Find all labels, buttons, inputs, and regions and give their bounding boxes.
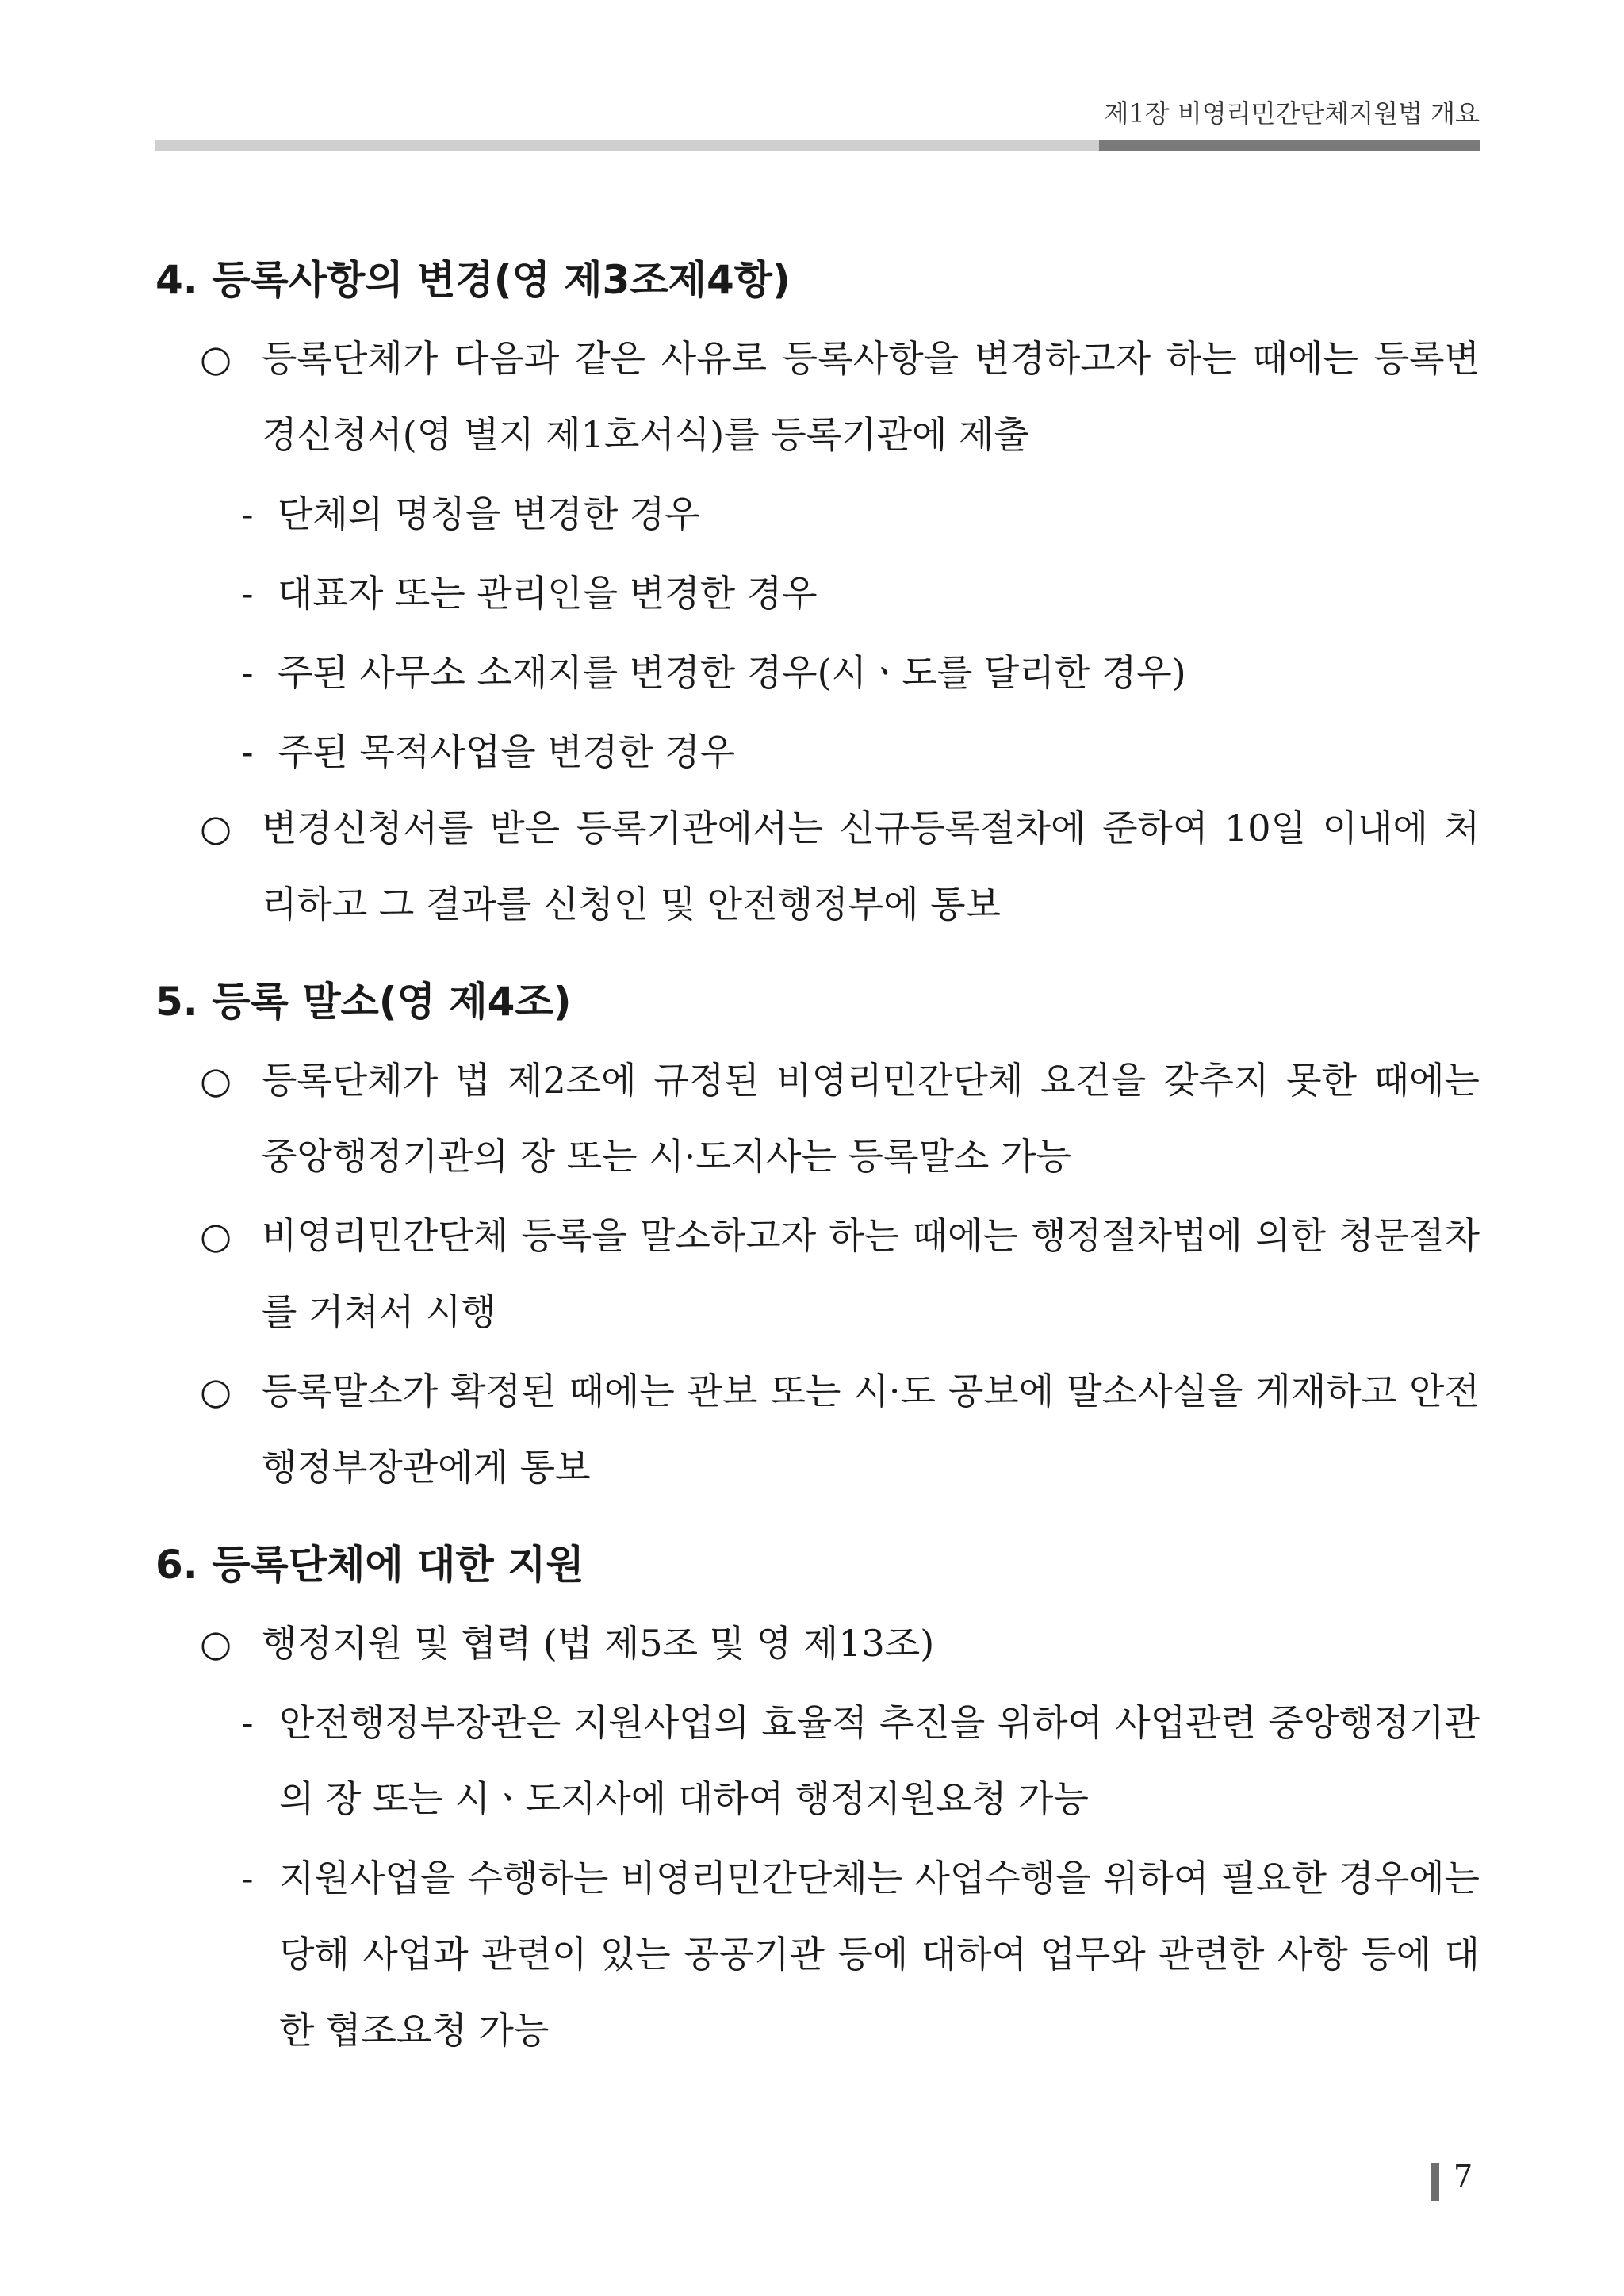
bullet-item bbox=[155, 1353, 1480, 1505]
bullet-text: 변경신청서를 받은 등록기관에서는 신규등록절차에 준하여 10일 이내에 처리하고 그 결과를 신청인 및 안전행정부에 통보 bbox=[262, 807, 1480, 926]
dash-item bbox=[155, 714, 1480, 790]
bullet-text: 등록말소가 확정된 때에는 관보 또는 시·도 공보에 말소사실을 게재하고 안전행정부장관에게 통보 bbox=[262, 1370, 1480, 1489]
dash-item bbox=[155, 476, 1480, 552]
circle-bullet-icon: ○ bbox=[200, 1214, 232, 1257]
bullet-item bbox=[155, 320, 1480, 473]
bullet-text: 등록단체가 법 제2조에 규정된 비영리민간단체 요건을 갖추지 못한 때에는 중앙행정기관의 장 또는 시·도지사는 등록말소 가능 bbox=[262, 1059, 1480, 1178]
header-rule-light bbox=[155, 140, 1099, 151]
dash-text: 지원사업을 수행하는 비영리민간단체는 사업수행을 위하여 필요한 경우에는 당해 사업과 관련이 있는 공공기관 등에 대하여 업무와 관련한 사항 등에 대한 협조요청 가능 bbox=[279, 1857, 1480, 2052]
section-heading: 5. 등록 말소(영 제4조) bbox=[155, 979, 572, 1025]
dash-text: 단체의 명칭을 변경한 경우 bbox=[278, 493, 700, 535]
dash-text: 대표자 또는 관리인을 변경한 경우 bbox=[278, 572, 818, 615]
circle-bullet-icon: ○ bbox=[200, 807, 232, 849]
page-number-bar bbox=[1431, 2163, 1439, 2201]
section-heading: 4. 등록사항의 변경(영 제3조제4항) bbox=[155, 257, 791, 303]
dash-bullet-icon: - bbox=[241, 572, 254, 615]
section-registration-change bbox=[155, 254, 1480, 942]
chapter-title: 제1장 비영리민간단체지원법 개요 bbox=[1104, 98, 1480, 128]
dash-bullet-icon: - bbox=[241, 1857, 254, 1899]
dash-item bbox=[155, 1685, 1480, 1837]
page-body bbox=[155, 254, 1480, 2068]
dash-bullet-icon: - bbox=[241, 651, 254, 694]
dash-item bbox=[155, 1840, 1480, 2068]
dash-item bbox=[155, 634, 1480, 711]
dash-bullet-icon: - bbox=[241, 730, 254, 773]
circle-bullet-icon: ○ bbox=[200, 1622, 232, 1665]
bullet-item bbox=[155, 1605, 1480, 1681]
dash-text: 주된 목적사업을 변경한 경우 bbox=[278, 730, 736, 773]
bullet-text: 등록단체가 다음과 같은 사유로 등록사항을 변경하고자 하는 때에는 등록변경신청서(영 별지 제1호서식)를 등록기관에 제출 bbox=[262, 337, 1480, 456]
dash-bullet-icon: - bbox=[241, 493, 254, 535]
bullet-text: 비영리민간단체 등록을 말소하고자 하는 때에는 행정절차법에 의한 청문절차를 거쳐서 시행 bbox=[262, 1214, 1480, 1333]
dash-item bbox=[155, 555, 1480, 631]
circle-bullet-icon: ○ bbox=[200, 337, 232, 380]
page-number: 7 bbox=[1454, 2159, 1473, 2194]
section-heading: 6. 등록단체에 대한 지원 bbox=[155, 1542, 584, 1588]
dash-text: 안전행정부장관은 지원사업의 효율적 추진을 위하여 사업관련 중앙행정기관의 장 또는 시ㆍ도지사에 대하여 행정지원요청 가능 bbox=[279, 1701, 1480, 1820]
bullet-item bbox=[155, 1198, 1480, 1350]
circle-bullet-icon: ○ bbox=[200, 1059, 232, 1102]
bullet-text: 행정지원 및 협력 (법 제5조 및 영 제13조) bbox=[262, 1622, 935, 1665]
header-rule-dark bbox=[1099, 140, 1480, 151]
dash-bullet-icon: - bbox=[241, 1701, 254, 1744]
section-support-for-registered-orgs bbox=[155, 1539, 1480, 2068]
bullet-item bbox=[155, 790, 1480, 942]
circle-bullet-icon: ○ bbox=[200, 1370, 232, 1412]
dash-text: 주된 사무소 소재지를 변경한 경우(시ㆍ도를 달리한 경우) bbox=[278, 651, 1186, 694]
section-registration-cancellation bbox=[155, 976, 1480, 1505]
bullet-item bbox=[155, 1042, 1480, 1194]
